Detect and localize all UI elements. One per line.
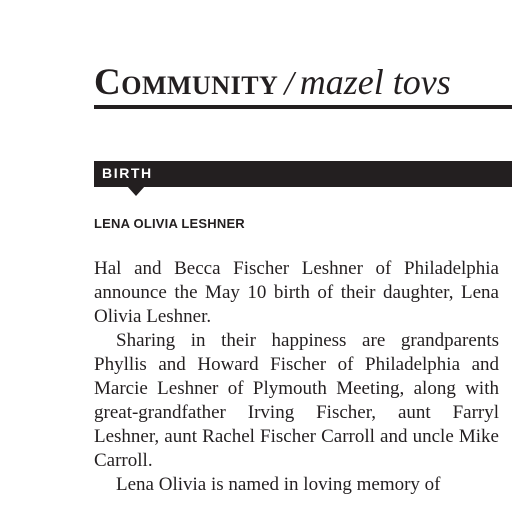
page-header <box>94 60 512 112</box>
category-bar <box>94 161 512 187</box>
article-paragraph: Sharing in their happiness are grandparents Phyllis and Howard Fischer of Philadelphia and Marcie Leshner of Plymouth Meeting, along with great-grandfather Irving Fischer, aunt Farryl Leshner, aunt Rachel Fischer Carroll and uncle Mike Carroll. <box>94 330 499 471</box>
announcement-heading: LENA OLIVIA LESHNER <box>94 216 245 231</box>
section-title <box>94 64 451 101</box>
article-paragraph: Lena Olivia is named in loving memory of <box>116 474 441 495</box>
title-separator: / <box>284 65 294 102</box>
article-body <box>94 257 499 497</box>
section-name: Community <box>94 62 279 103</box>
category-pointer <box>127 186 145 196</box>
header-rule <box>94 105 512 109</box>
article-paragraph: Hal and Becca Fischer Leshner of Philadelphia announce the May 10 birth of their daughter, Lena Olivia Leshner. <box>94 258 499 327</box>
subsection-name: mazel tovs <box>299 62 451 102</box>
category-label: BIRTH <box>102 165 153 181</box>
